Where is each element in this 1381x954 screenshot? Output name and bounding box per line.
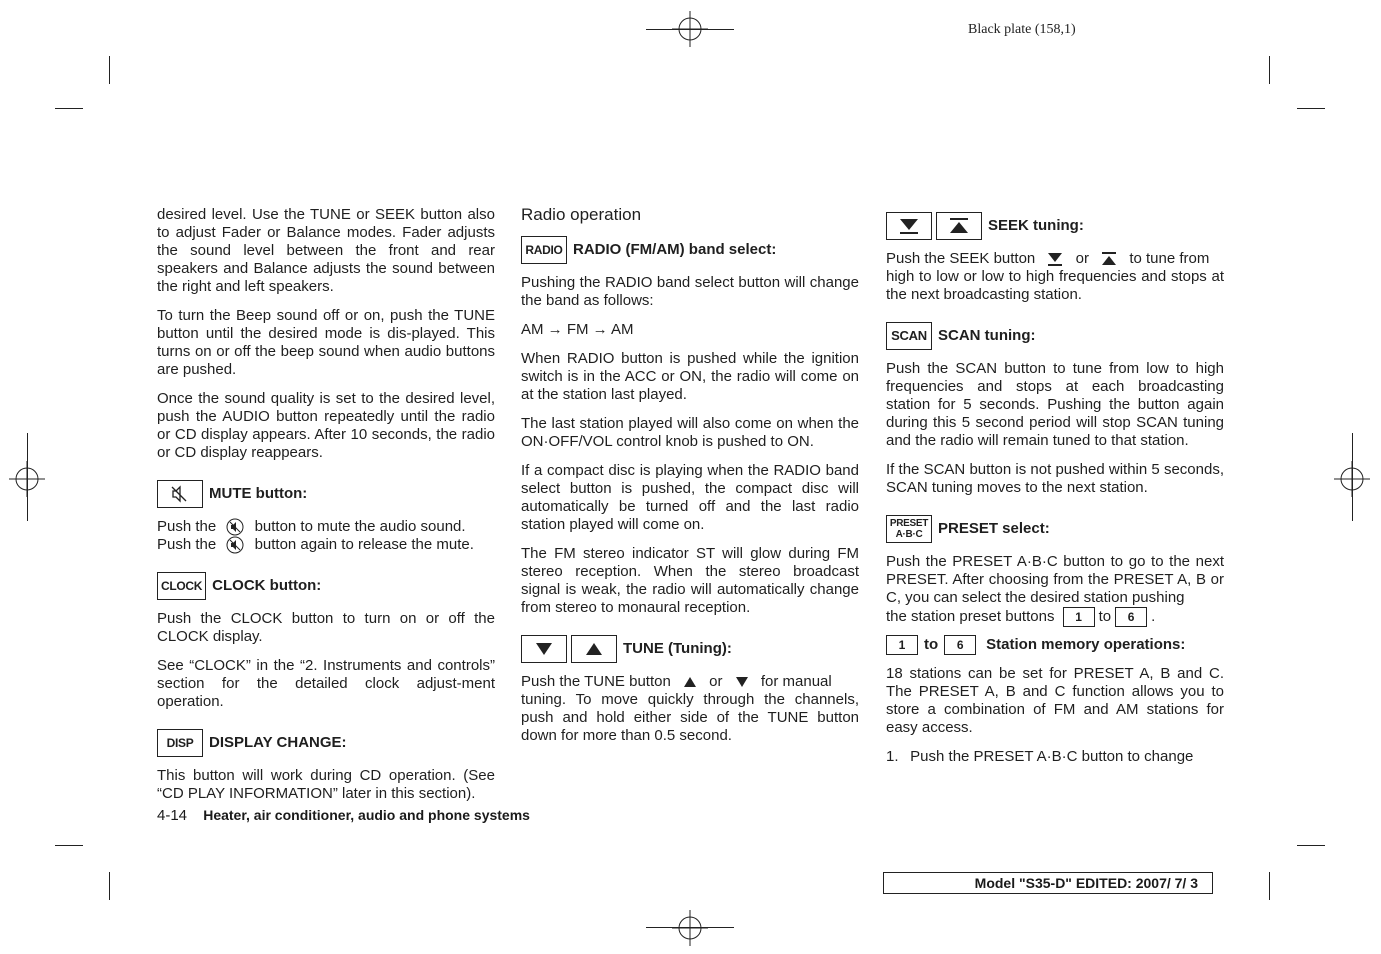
clock-title: CLOCK button: [212,577,322,595]
list-item: 1. Push the PRESET A·B·C button to change [886,748,1194,765]
mute-text: Push the [157,518,217,535]
paragraph: Push the CLOCK button to turn on or off the CLOCK display. [157,610,495,646]
tune-down-key [521,635,567,663]
registration-line [646,29,734,30]
memory-heading [886,635,1224,655]
plate-label: Black plate (158,1) [968,22,1076,37]
clock-heading [157,572,495,600]
paragraph: The FM stereo indicator ST will glow during FM stereo reception. When the stereo broadcast signal is weak, the radio will automatically change from stereo to monaural reception. [521,545,859,616]
seek-text: to tune from [1129,250,1210,267]
paragraph: The last station played will also come on when the ON·OFF/VOL control knob is pushed to ON. [521,415,859,450]
radio-key: RADIO [521,236,567,264]
scan-key: SCAN [886,322,932,350]
seek-text: Push the SEEK button [886,250,1036,267]
crop-mark [1297,108,1325,109]
paragraph: Once the sound quality is set to the desired level, push the AUDIO button repeatedly until the radio or CD display appears. After 10 seconds, the radio or CD display reappears. [157,390,495,461]
seek-heading [886,212,1224,240]
paragraph: tuning. To move quickly through the channels, push and hold either side of the TUNE button down for more than 0.5 second. [521,691,859,744]
section-title: Radio operation [521,205,642,224]
mute-icon [226,518,244,536]
tune-text: Push the TUNE button [521,673,671,690]
triangle-down-icon [535,642,553,656]
band-sequence: AM → FM → AM [521,321,634,338]
triangle-up-icon [585,642,603,656]
mute-text: button to mute the audio sound. [254,518,466,535]
mute-key [157,480,203,508]
registration-line [646,927,734,928]
registration-mark-icon [672,910,708,946]
paragraph: Push the SCAN button to tune from low to high frequencies and stops at each broadcasting station for 5 seconds. Pushing the button again during this 5 second period will stop SCAN tuning and the radio will remain tuned to that station. [886,360,1224,449]
paragraph: If the SCAN button is not pushed within 5 seconds, SCAN tuning moves to the next station. [886,461,1224,496]
crop-mark [109,872,110,900]
triangle-up-icon [683,676,697,688]
memory-key-1: 1 [886,635,918,655]
crop-mark [1297,845,1325,846]
scan-title: SCAN tuning: [938,327,1036,344]
section-name: Heater, air conditioner, audio and phone systems [203,807,530,823]
mute-title: MUTE button: [209,485,308,502]
preset-title: PRESET select: [938,520,1050,537]
crop-mark [55,108,83,109]
preset-key-line: A·B·C [895,529,923,540]
page-number: 4-14 [157,807,188,824]
paragraph: To turn the Beep sound off or on, push the TUNE button until the desired mode is dis-played. This turns on or off the beep sound when audio buttons are pushed. [157,307,495,378]
seek-up-icon [949,218,969,234]
registration-line [1352,433,1353,521]
disp-title: DISPLAY CHANGE: [209,734,347,752]
tune-title: TUNE (Tuning): [623,640,732,657]
column-left [157,206,495,814]
radio-heading [521,236,859,264]
seek-down-icon [899,218,919,234]
preset-key-line: PRESET [889,518,929,529]
footer [157,807,530,824]
seek-down-icon [1047,252,1063,266]
mute-heading [157,480,495,508]
crop-mark [55,845,83,846]
seek-up-icon [1101,252,1117,266]
mute-icon [226,536,244,554]
disp-key: DISP [157,729,203,757]
column-right [886,212,1224,766]
memory-title: Station memory operations: [986,636,1186,653]
seek-text: or [1075,250,1089,267]
preset-text: the station preset buttons [886,607,1055,625]
preset-key [886,515,932,543]
paragraph: high to low or low to high frequencies and stops at the next broadcasting station. [886,268,1224,303]
preset-text: . [1151,607,1156,625]
paragraph: This button will work during CD operation. (See “CD PLAY INFORMATION” later in this section). [157,767,495,803]
column-middle [521,206,859,756]
scan-heading [886,322,1224,350]
paragraph: When RADIO button is pushed while the ignition switch is in the ACC or ON, the radio will come on at the station last played. [521,350,859,403]
paragraph: Pushing the RADIO band select button will change the band as follows: [521,274,859,309]
registration-line [27,433,28,521]
seek-up-key [936,212,982,240]
preset-text: to [1098,607,1112,625]
model-label: Model "S35-D" EDITED: 2007/ 7/ 3 [883,872,1213,894]
preset-key-1: 1 [1063,607,1095,627]
preset-key-6: 6 [1115,607,1147,627]
mute-text: button again to release the mute. [254,536,474,554]
paragraph: Push the PRESET A·B·C button to go to the next PRESET. After choosing from the PRESET A, B or C, you can select the desired station pushing [886,553,1224,606]
crop-mark [109,56,110,84]
crop-mark [1269,56,1270,84]
seek-down-key [886,212,932,240]
clock-key: CLOCK [157,572,206,600]
disp-heading [157,729,495,757]
crop-mark [1269,872,1270,900]
paragraph: If a compact disc is playing when the RADIO band select button is pushed, the compact disc will automatically be turned off and the last radio station played will come on. [521,462,859,533]
tune-text: or [709,673,723,690]
paragraph: 18 stations can be set for PRESET A, B and C. The PRESET A, B and C function allows you to store a combination of FM and AM stations for easy access. [886,665,1224,736]
radio-title: RADIO (FM/AM) band select: [573,241,777,258]
paragraph: See “CLOCK” in the “2. Instruments and controls” section for the detailed clock adjust-ment operation. [157,657,495,711]
memory-to: to [924,636,939,653]
mute-text: Push the [157,536,217,554]
paragraph: desired level. Use the TUNE or SEEK button also to adjust Fader or Balance modes. Fader adjusts the sound level between the front and rear speakers and Balance adjusts the sound between the right and left speakers. [157,206,495,295]
preset-heading [886,515,1224,543]
tune-heading [521,635,859,663]
tune-text: for manual [760,673,832,690]
triangle-down-icon [735,676,749,688]
mute-icon [169,485,191,503]
seek-title: SEEK tuning: [988,217,1084,234]
memory-key-6: 6 [944,635,976,655]
tune-up-key [571,635,617,663]
